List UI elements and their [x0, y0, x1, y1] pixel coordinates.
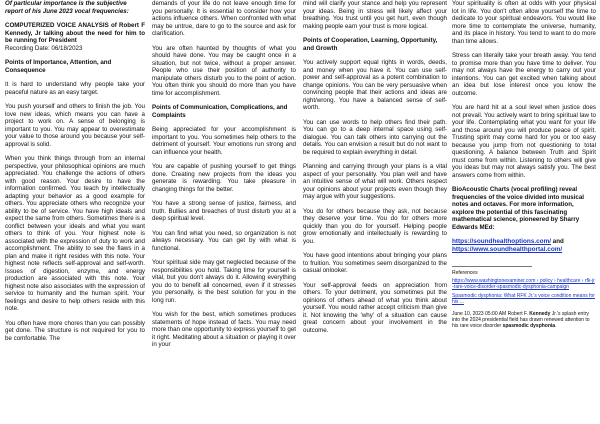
paragraph: You are capable of pushing yourself to get things done. Creating new projects from the ideas you generate is rewarding. You take pleasure in changing things for the better.: [152, 163, 296, 193]
paragraph: You push yourself and others to finish the job. You love new ideas, which means you can have a project to work on. A sense of belonging is important to you. You may appear to overestimate your value to those around you because your self-approval is solid.: [5, 103, 145, 148]
column-4: [452, 0, 596, 424]
caption-bold-kennedy: Kennedy: [529, 311, 551, 318]
analysis-title: COMPUTERIZED VOICE ANALYSIS of Robert F Kennedy, Jr talking about the need for him to be running for President: [5, 22, 145, 44]
paragraph: mind will clarify your stance and help you represent your ideas. Being in stress will likely affect your breathing. You trust until you get hurt, even though making people earn your trust is more logical.: [303, 0, 447, 30]
paragraph: When you think things through from an internal perspective, your philosophical opinions are much appreciated. You challenge the actions of others with good reason. Your desire to have the information confirmed. You teach by intellectually adapting your behavior as a good example for others. You appreciate others who recognize your ability to be of service. You have high ideals and expect the same from others. Sometimes there is a conflict between your ideals and what you want others to think of you. Your highest note is associated with the expression of duty to work and accomplishment. The ability to see the flaws in a plan and make it right resides with this note. Your highest note reflects self-approval and self-worth. Issues of digestion, enzyme, and energy production are associated with this note. Your highest note also associates with the expression of service to humanity and the human spirit. Your feelings and desire to help others reside with this note.: [5, 155, 145, 312]
section-heading-importance: Points of Importance, Attention, and Consequence: [5, 59, 112, 74]
recording-date: Recording Date: 06/18/2023: [5, 44, 83, 52]
paragraph: It is hard to understand why people take your peaceful nature as an easy target.: [5, 81, 145, 96]
paragraph: You wish for the best, which sometimes produces statements of hope instead of facts. You may need more than one opportunity to express yourself to get it right. Meditating about a situation or playing it over in your: [152, 311, 296, 348]
references-label: References: [452, 270, 478, 276]
links-block: [452, 238, 596, 254]
paragraph: You have good intentions about bringing your plans to fruition. You sometimes seem disorganized to the casual onlooker.: [303, 252, 447, 274]
paragraph: Your spirituality is often at odds with your physical lot in life. You don't often allow yourself the time to dedicate to your spiritual endeavors. You would like more time to contemplate the universe, humanity, and its place in history. You tend to want to do more than time allows.: [452, 0, 596, 45]
paragraph: You are hard hit at a soul level when justice does not prevail. You actively want to bring spiritual law to your life. Contemplating what you want for your life and those around you will produce peace of spirit. Trusting spirit may come hard for you or too easy because you jump from not questioning to total questioning. A balance between Truth and Spirit must come from within. Listening to others will give you ideas but may not always satisfy you. The best answers come from within.: [452, 104, 596, 179]
paragraph: You do for others because they ask, not because they deserve your time. You do for others more quickly than you do for yourself. Helping people grow emotionally and intellectually is rewarding to you.: [303, 207, 447, 245]
soundhealthportal-link[interactable]: https://www.soundhealthportal.com/: [452, 246, 563, 253]
paragraph: Planning and carrying through your plans is a vital aspect of your personality. You plan well and have an intuitive sense of what will work. Others respect your opinions about your projects even though they may argue with your suggestions.: [303, 163, 447, 200]
reference-link-washington-examiner[interactable]: https://www.washingtonexaminer.com › policy › healthcare › rfk-jr-rare-voice-disorder-spasmodic-dysphonia-campaign: [452, 278, 595, 291]
paragraph: You are often haunted by thoughts of what you should have done. You may be caught once in a situation, but not twice, without a proper answer. People who use their position of authority to manipulate others disturb you to the point of action. You often think you should do more than you have time for accomplishment.: [152, 44, 296, 97]
caption-text-start: June 10, 2023 05:00 AM Robert F.: [452, 311, 530, 318]
bioacoustic-note: BioAcoustic Charts (vocal profiling) reveal frequencies of the voice divided into musical notes and octaves. For more information, explore the potential of this fascinating mathematical science, pioneered by Sharry Edwards MEd:: [452, 186, 585, 231]
reference-caption: [452, 311, 596, 330]
caption-bold-condition: spasmodic dysphonia: [502, 323, 556, 330]
caption-text-middle: Jr.'s splash entry into the 2024 presidential field has drawn renewed attention to his rare voice disorder: [452, 311, 590, 330]
paragraph: Your self-approval feeds on appreciation from others. To your detriment, you sometimes put the opinions of others ahead of what you think about yourself. You would rather accept criticism than give it. Not knowing the 'why' of a situation can cause great concern about your involvement in the outcome.: [303, 281, 447, 334]
section-heading-cooperation: Points of Cooperation, Learning, Opportunity, and Growth: [303, 37, 438, 52]
references-block: [452, 270, 596, 305]
column-2: [152, 0, 296, 424]
paragraph: Stress can literally take your breath away. You tend to promise more than you have time to deliver. You may not always have the energy to carry out your intentions. You can get excited when talking about an idea but lose interest once you know the outcome.: [452, 52, 596, 97]
divider: [452, 266, 532, 267]
paragraph: You often have more chores than you can possibly get done. The structure is not required for you to be comfortable. The: [5, 319, 145, 342]
paragraph: Your spiritual side may get neglected because of the responsibilities you hold. Taking time for yourself is vital, but you don't always do it. Allowing everything you do to benefit all concerned, even if it stresses you personally, is the best solution for you in the long run.: [152, 259, 296, 304]
column-3: [303, 0, 447, 424]
section-heading-communication: Points of Communication, Complications, and Complaints: [152, 104, 288, 119]
analysis-meta: [5, 22, 145, 52]
paragraph: Being appreciated for your accomplishment is important to you. You sometimes help others to the detriment of yourself. Your emotions run strong and can influence your health.: [152, 126, 296, 156]
column-1: [5, 0, 145, 424]
reference-title-link[interactable]: Spasmodic dysphonia: What RFK Jr.'s voice condition means for his ...: [452, 292, 595, 305]
paragraph: You can use words to help others find their path. You can go to a deep internal space using self-dialogue. You can talk others into carrying out the details. You can envision a result but do not want to be required to explain everything in detail.: [303, 118, 447, 156]
link-connector: and: [551, 238, 564, 245]
caption-text-end: .: [555, 323, 557, 330]
intro-text: Of particular importance is the subjective report of his June 2023 vocal frequencies:: [5, 0, 129, 15]
paragraph: demands of your life do not leave enough time for you personally. It is essential to consider how your actions influence others. When confronted with what may be untrue, dare to go to the source and ask for clarification.: [152, 0, 296, 37]
paragraph: You have a strong sense of justice, fairness, and truth. Bullies and breaches of trust disturb you at a deep spiritual level.: [152, 200, 296, 222]
paragraph: You actively support equal rights in words, deeds, and money when you have it. You can use self-power and self-approval as a potent combination to change opinions. You can be very persuasive when convincing people that their actions and ideas are right/wrong. You have a balanced sense of self-worth.: [303, 59, 447, 111]
soundhealthoptions-link[interactable]: https://soundhealthoptions.com/: [452, 238, 552, 245]
paragraph: You can find what you need, so organization is not always necessary. You can get by with what is functional.: [152, 229, 296, 252]
